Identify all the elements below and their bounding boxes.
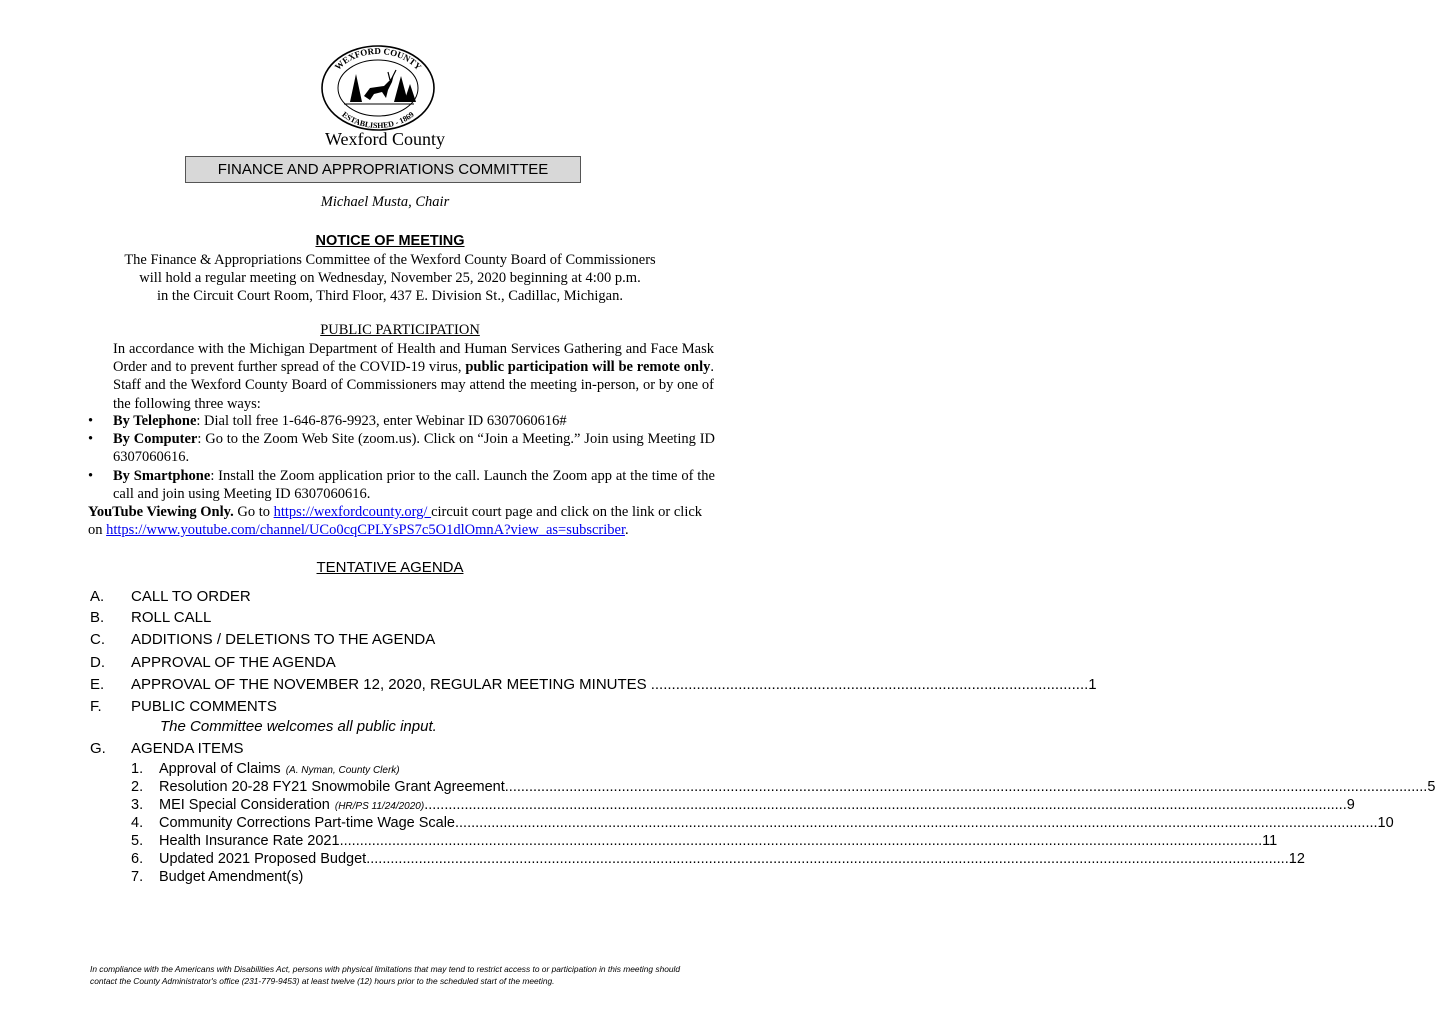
sub-item-number: 1. <box>131 761 144 777</box>
agenda-letter: F. <box>90 698 102 715</box>
sub-item-number: 2. <box>131 779 144 795</box>
page-number: 9 <box>1346 797 1355 813</box>
seal-bottom-text: ESTABLISHED - 1869 <box>340 109 416 131</box>
page-number: 10 <box>1377 815 1394 831</box>
county-seal-logo <box>318 44 438 132</box>
dot-leader <box>505 778 1428 797</box>
bullet-label: By Computer <box>113 431 198 447</box>
bullet-text: : Dial toll free 1-646-876-9923, enter Webinar ID 6307060616# <box>196 413 567 429</box>
youtube-text: . <box>625 522 629 539</box>
agenda-text: APPROVAL OF THE AGENDA <box>131 654 336 671</box>
youtube-bold-label: YouTube Viewing Only. <box>88 504 234 520</box>
bullet-label: By Smartphone <box>113 468 211 484</box>
agenda-letter: G. <box>90 740 106 757</box>
agenda-text: ROLL CALL <box>131 609 212 626</box>
agenda-text: PUBLIC COMMENTS <box>131 698 277 715</box>
public-participation-heading: PUBLIC PARTICIPATION <box>320 322 480 338</box>
youtube-channel-link[interactable]: https://www.youtube.com/channel/UCo0cqCPLYsPS7c5O1dlOmnA?view_as=subscriber <box>106 522 625 539</box>
agenda-letter: D. <box>90 654 105 671</box>
sub-item-number: 5. <box>131 833 144 849</box>
seal-top-text: WEXFORD COUNTY <box>332 45 424 72</box>
sub-item-text: Health Insurance Rate 2021 <box>159 833 340 849</box>
dot-leader <box>455 814 1378 833</box>
sub-item-note: (A. Nyman, County Clerk) <box>285 765 400 776</box>
sub-item-number: 7. <box>131 869 144 885</box>
agenda-sub-item <box>131 850 1305 869</box>
dot-leader: ......................................................................................................... <box>650 676 1089 693</box>
chair-name: Michael Musta, Chair <box>320 194 450 210</box>
agenda-sub-item <box>131 832 1278 851</box>
sub-item-number: 4. <box>131 815 144 831</box>
agenda-text: AGENDA ITEMS <box>131 740 244 757</box>
notice-line: in the Circuit Court Room, Third Floor, 437 E. Division St., Cadillac, Michigan. <box>157 288 623 304</box>
telephone-bullet <box>88 412 715 430</box>
committee-title-box: FINANCE AND APPROPRIATIONS COMMITTEE <box>185 156 581 183</box>
agenda-letter: E. <box>90 676 105 693</box>
sub-item-text: Budget Amendment(s) <box>159 869 304 885</box>
notice-line: will hold a regular meeting on Wednesday, November 25, 2020 beginning at 4:00 p.m. <box>139 270 641 286</box>
youtube-text: circuit court page and click on the link or click on <box>88 504 703 539</box>
county-title: Wexford County <box>324 129 446 149</box>
dot-leader <box>340 832 1263 851</box>
ada-compliance-footer: In compliance with the Americans with Disabilities Act, persons with physical limitations that may tend to restrict access to or participation in this meeting should contact the County Administrator's office (231-779-9453) at least twelve (12) hours prior to the scheduled start of the meeting. <box>90 964 681 986</box>
wexford-county-link[interactable]: https://wexfordcounty.org/ <box>273 504 432 520</box>
agenda-letter: A. <box>90 588 105 605</box>
sub-item-number: 6. <box>131 851 144 867</box>
bullet-icon: • <box>88 413 94 429</box>
agenda-sub-item <box>131 868 703 887</box>
sub-item-text: Community Corrections Part-time Wage Scale <box>159 815 455 831</box>
page-number: 1 <box>1088 676 1097 693</box>
agenda-text: CALL TO ORDER <box>131 588 251 605</box>
agenda-letter: B. <box>90 609 105 626</box>
sub-item-text: Approval of Claims <box>159 761 281 777</box>
sub-item-note: (HR/PS 11/24/2020) <box>334 801 425 812</box>
intro-text: In accordance with the Michigan Department of Health and Human Services Gathering and Face Mask Order and to prevent further spread of the COVID-19 virus, <box>113 341 714 376</box>
bullet-icon: • <box>88 431 94 447</box>
notice-heading: NOTICE OF MEETING <box>315 233 465 249</box>
youtube-viewing-note <box>88 503 716 539</box>
page-number: 11 <box>1262 833 1278 849</box>
bullet-icon: • <box>88 468 94 484</box>
page-number: 12 <box>1288 851 1305 867</box>
computer-bullet <box>88 430 715 466</box>
sub-item-text: MEI Special Consideration <box>159 797 330 813</box>
sub-item-text: Updated 2021 Proposed Budget <box>159 851 367 867</box>
bullet-label: By Telephone <box>113 413 197 429</box>
smartphone-bullet <box>88 467 715 503</box>
page-number: 5 <box>1427 779 1435 795</box>
intro-text: . Staff and the Wexford County Board of Commissioners may attend the meeting in-person, or by one of the following three ways: <box>113 359 714 412</box>
agenda-sub-item <box>131 814 1394 833</box>
agenda-text: ADDITIONS / DELETIONS TO THE AGENDA <box>131 631 436 648</box>
agenda-heading: TENTATIVE AGENDA <box>316 559 464 576</box>
bullet-text: : Install the Zoom application prior to the call. Launch the Zoom app at the time of the call and join using Meeting ID 6307060616. <box>113 468 715 503</box>
notice-line: The Finance & Appropriations Committee of the Wexford County Board of Commissioners <box>124 252 656 268</box>
sub-item-text: Resolution 20-28 FY21 Snowmobile Grant Agreement <box>159 779 505 795</box>
agenda-letter: C. <box>90 631 105 648</box>
youtube-text: Go to <box>233 504 274 520</box>
agenda-sub-item <box>131 778 1435 797</box>
agenda-text: APPROVAL OF THE NOVEMBER 12, 2020, REGULAR MEETING MINUTES <box>131 676 647 693</box>
notice-body <box>0 251 780 305</box>
intro-bold-text: public participation will be remote only <box>465 359 711 376</box>
public-input-note: The Committee welcomes all public input. <box>160 718 437 735</box>
sub-item-number: 3. <box>131 797 144 813</box>
public-participation-intro <box>113 340 714 413</box>
agenda-item-minutes <box>131 674 1097 695</box>
dot-leader <box>366 850 1289 869</box>
bullet-text: : Go to the Zoom Web Site (zoom.us). Click on “Join a Meeting.” Join using Meeting ID 6307060616. <box>113 431 715 466</box>
